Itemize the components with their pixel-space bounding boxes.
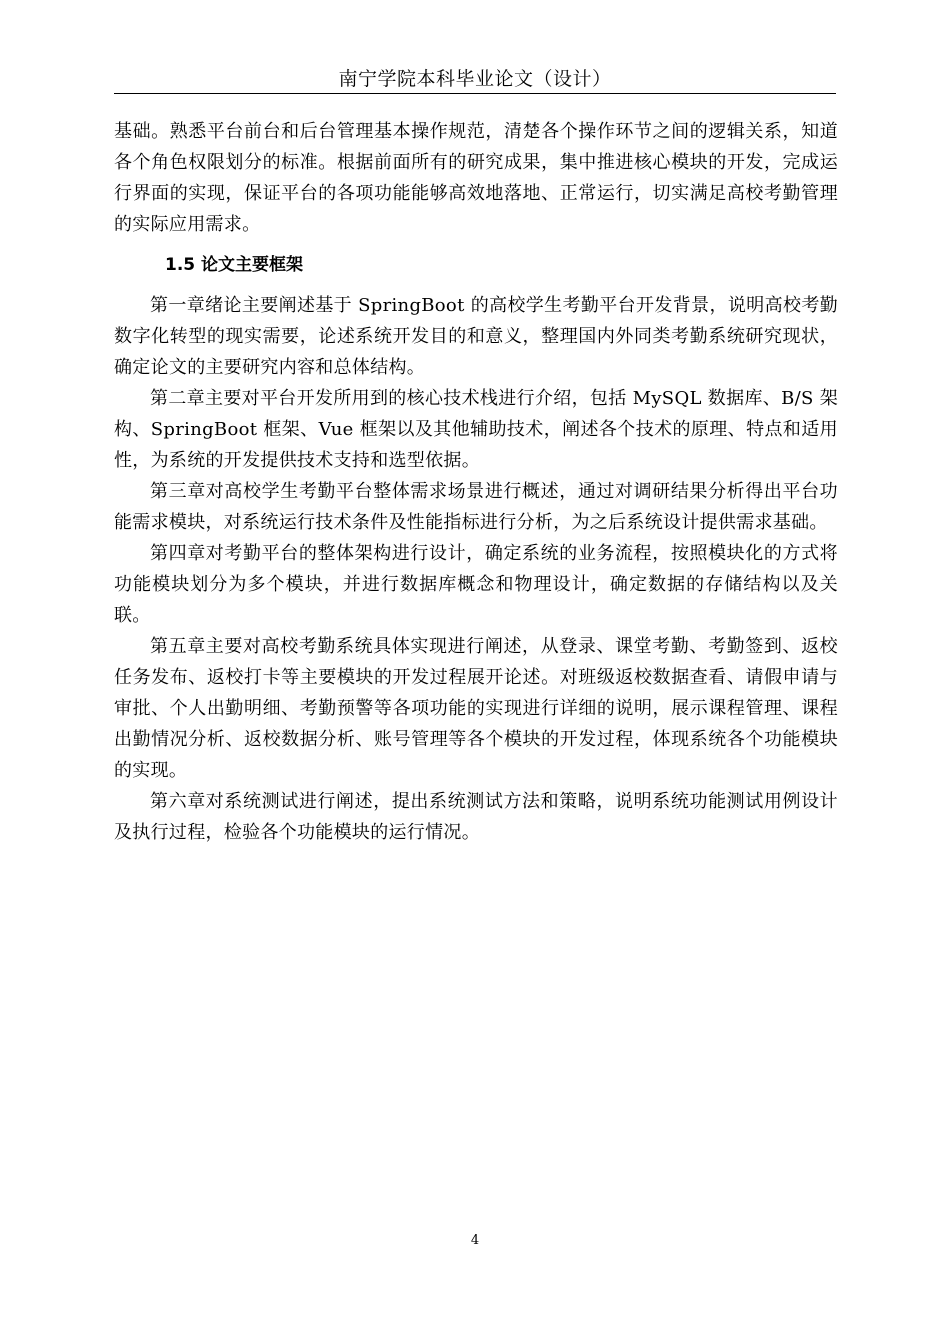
body-text xyxy=(114,116,838,848)
header-divider xyxy=(114,93,836,94)
paragraph-chapter-2: 第二章主要对平台开发所用到的核心技术栈进行介绍，包括 MySQL 数据库、B/S 架构、SpringBoot 框架、Vue 框架以及其他辅助技术，阐述各个技术的原理、特点和适用性，为系统的开发提供技术支持和选型依据。 xyxy=(114,388,838,471)
paragraph-chapter-3: 第三章对高校学生考勤平台整体需求场景进行概述，通过对调研结果分析得出平台功能需求模块，对系统运行技术条件及性能指标进行分析，为之后系统设计提供需求基础。 xyxy=(114,481,838,533)
paragraph-chapter-4: 第四章对考勤平台的整体架构进行设计，确定系统的业务流程，按照模块化的方式将功能模块划分为多个模块，并进行数据库概念和物理设计，确定数据的存储结构以及关联。 xyxy=(114,543,838,626)
page-number: 4 xyxy=(470,1233,480,1248)
section-heading: 1.5 论文主要框架 xyxy=(165,255,304,275)
paragraph-chapter-5: 第五章主要对高校考勤系统具体实现进行阐述，从登录、课堂考勤、考勤签到、返校任务发布、返校打卡等主要模块的开发过程展开论述。对班级返校数据查看、请假申请与审批、个人出勤明细、考勤预警等各项功能的实现进行详细的说明，展示课程管理、课程出勤情况分析、返校数据分析、账号管理等各个模块的开发过程，体现系统各个功能模块的实现。 xyxy=(114,636,838,781)
paragraph-chapter-6: 第六章对系统测试进行阐述，提出系统测试方法和策略，说明系统功能测试用例设计及执行过程，检验各个功能模块的运行情况。 xyxy=(114,791,838,843)
running-header: 南宁学院本科毕业论文（设计） xyxy=(338,68,612,90)
paragraph-intro-continuation: 基础。熟悉平台前台和后台管理基本操作规范，清楚各个操作环节之间的逻辑关系，知道各个角色权限划分的标准。根据前面所有的研究成果，集中推进核心模块的开发，完成运行界面的实现，保证平台的各项功能能够高效地落地、正常运行，切实满足高校考勤管理的实际应用需求。 xyxy=(114,121,838,235)
paragraph-chapter-1: 第一章绪论主要阐述基于 SpringBoot 的高校学生考勤平台开发背景，说明高校考勤数字化转型的现实需要，论述系统开发目的和意义，整理国内外同类考勤系统研究现状，确定论文的主要研究内容和总体结构。 xyxy=(114,295,838,378)
